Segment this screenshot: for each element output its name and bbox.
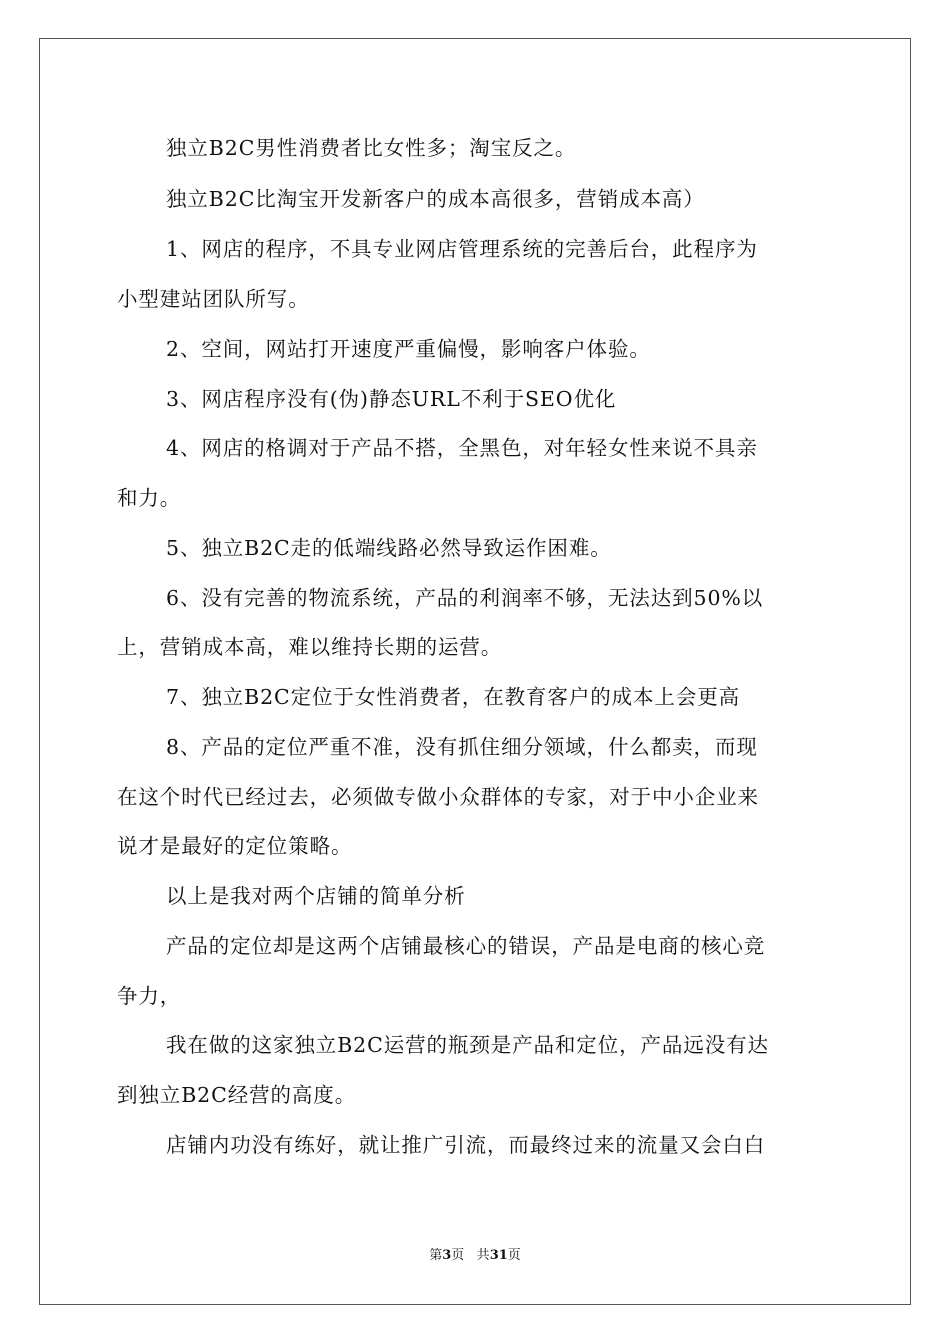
text-line: 以上是我对两个店铺的简单分析 <box>166 884 466 908</box>
text-line: 在这个时代已经过去，必须做专做小众群体的专家，对于中小企业来 <box>117 785 759 809</box>
text-line: 5、独立B2C走的低端线路必然导致运作困难。 <box>166 536 612 560</box>
text-line: 7、独立B2C定位于女性消费者，在教育客户的成本上会更高 <box>166 685 741 709</box>
page-footer <box>0 1244 950 1263</box>
page-number: 3 <box>442 1248 452 1263</box>
text-line: 8、产品的定位严重不准，没有抓住细分领域，什么都卖，而现 <box>166 735 758 759</box>
page-border <box>39 38 911 1305</box>
text-line: 小型建站团队所写。 <box>117 287 310 311</box>
text-line: 到独立B2C经营的高度。 <box>117 1083 357 1107</box>
text-line: 说才是最好的定位策略。 <box>117 834 353 858</box>
text-line: 上，营销成本高，难以维持长期的运营。 <box>117 635 503 659</box>
text-line: 4、网店的格调对于产品不搭，全黑色，对年轻女性来说不具亲 <box>166 436 758 460</box>
text-line: 我在做的这家独立B2C运营的瓶颈是产品和定位，产品远没有达 <box>166 1033 769 1057</box>
text-line: 独立B2C比淘宝开发新客户的成本高很多，营销成本高） <box>166 187 705 211</box>
text-line: 2、空间，网站打开速度严重偏慢，影响客户体验。 <box>166 337 651 361</box>
page-prefix: 第 <box>429 1248 443 1263</box>
text-line: 产品的定位却是这两个店铺最核心的错误，产品是电商的核心竞 <box>166 934 766 958</box>
total-prefix: 共 <box>476 1248 490 1263</box>
text-line: 1、网店的程序，不具专业网店管理系统的完善后台，此程序为 <box>166 237 758 261</box>
text-line: 店铺内功没有练好，就让推广引流，而最终过来的流量又会白白 <box>166 1133 766 1157</box>
text-line: 争力， <box>117 984 182 1008</box>
total-pages: 31 <box>489 1248 508 1263</box>
text-line: 6、没有完善的物流系统，产品的利润率不够，无法达到50%以 <box>166 586 764 610</box>
text-line: 独立B2C男性消费者比女性多；淘宝反之。 <box>166 136 577 160</box>
total-suffix: 页 <box>507 1248 521 1263</box>
text-line: 和力。 <box>117 486 182 510</box>
text-line: 3、网店程序没有(伪)静态URL不利于SEO优化 <box>166 387 617 411</box>
page-suffix: 页 <box>451 1248 465 1263</box>
